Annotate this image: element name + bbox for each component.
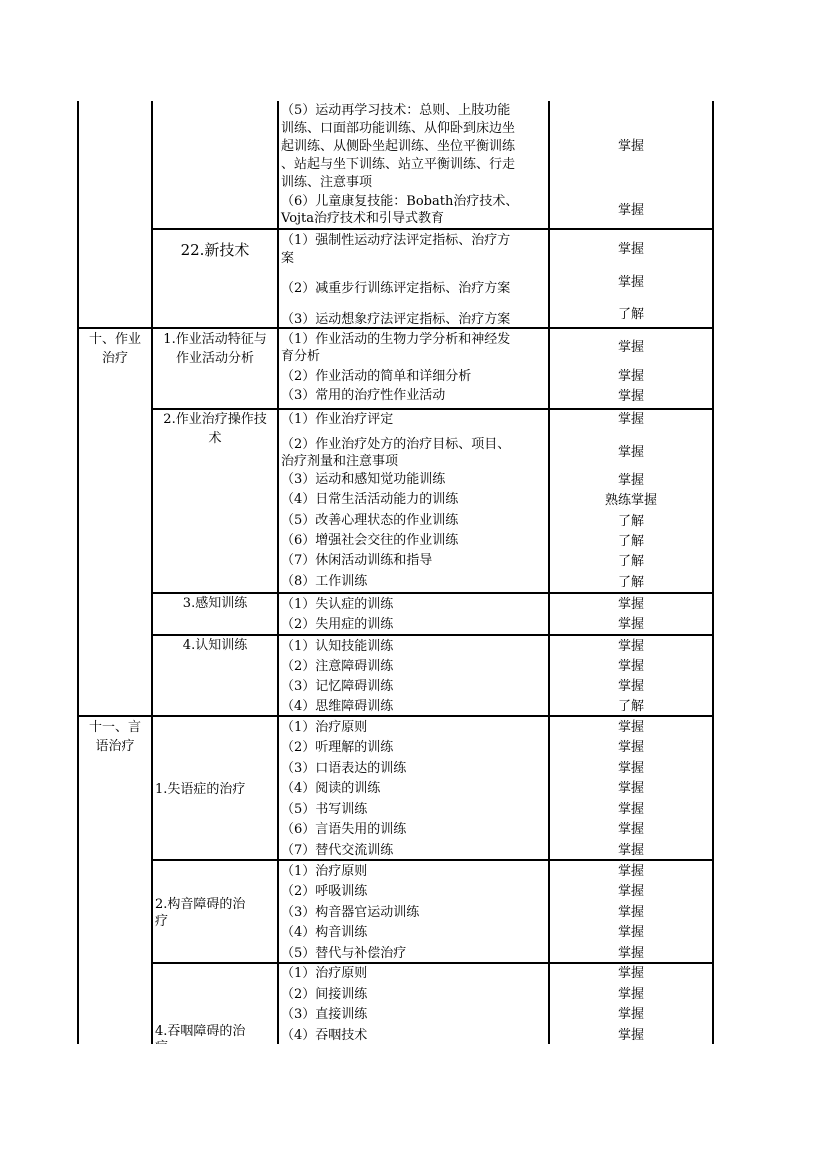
mastery-level: 掌握 — [617, 139, 644, 154]
mastery-level: 掌握 — [617, 843, 644, 858]
item-text: （2）间接训练 — [281, 987, 368, 1002]
topic-label: 22.新技术 — [180, 241, 250, 259]
item-text: （3）口语表达的训练 — [281, 761, 407, 776]
mastery-level: 掌握 — [617, 987, 644, 1002]
item-text: 育分析 — [281, 349, 321, 364]
item-text: （2）听理解的训练 — [281, 740, 394, 755]
item-text: （3）运动想象疗法评定指标、治疗方案 — [281, 312, 511, 327]
mastery-level: 了解 — [617, 534, 644, 549]
item-text: 案 — [281, 251, 295, 266]
topic-label: 4.吞咽障碍的治 — [155, 1024, 246, 1039]
item-text: （2）失用症的训练 — [281, 617, 394, 632]
topic-label: 2.作业治疗操作技 — [163, 412, 267, 427]
item-text: （2）作业治疗处方的治疗目标、项目、 — [281, 437, 511, 452]
item-text: （4）阅读的训练 — [281, 781, 381, 796]
mastery-level: 熟练掌握 — [604, 493, 657, 508]
item-text: Vojta治疗技术和引导式教育 — [281, 211, 445, 226]
item-text: 治疗剂量和注意事项 — [281, 454, 399, 469]
item-text: （8）工作训练 — [281, 574, 368, 589]
item-text: （2）呼吸训练 — [281, 884, 368, 899]
item-text: （2）作业活动的简单和详细分析 — [281, 369, 472, 384]
mastery-level: 掌握 — [617, 822, 644, 837]
topic-label: 1.失语症的治疗 — [155, 782, 246, 797]
topic-label: 疗 — [155, 914, 169, 929]
mastery-level: 掌握 — [617, 617, 644, 632]
mastery-level: 掌握 — [617, 884, 644, 899]
topic-label: 术 — [208, 431, 222, 446]
item-text: （5）替代与补偿治疗 — [281, 946, 407, 961]
item-text: （7）休闲活动训练和指导 — [281, 553, 433, 568]
topic-label: 2.构音障碍的治 — [155, 897, 246, 912]
item-text: （5）改善心理状态的作业训练 — [281, 513, 459, 528]
item-text: （3）构音器官运动训练 — [281, 905, 420, 920]
mastery-level: 掌握 — [617, 340, 644, 355]
item-text: （3）记忆障碍训练 — [281, 679, 394, 694]
item-text: （1）治疗原则 — [281, 720, 368, 735]
mastery-level: 掌握 — [617, 925, 644, 940]
mastery-level: 掌握 — [617, 445, 644, 460]
item-text: （1）认知技能训练 — [281, 639, 394, 654]
mastery-level: 掌握 — [617, 473, 644, 488]
mastery-level: 了解 — [617, 307, 644, 322]
item-text: （7）替代交流训练 — [281, 843, 394, 858]
table-border — [77, 101, 79, 1044]
item-text: 训练、口面部功能训练、从仰卧到床边坐 — [281, 121, 516, 136]
mastery-level: 了解 — [617, 554, 644, 569]
item-text: （6）儿童康复技能：Bobath治疗技术、 — [281, 194, 519, 209]
mastery-level: 掌握 — [617, 720, 644, 735]
item-text: （3）运动和感知觉功能训练 — [281, 472, 446, 487]
mastery-level: 掌握 — [617, 412, 644, 427]
mastery-level: 掌握 — [617, 781, 644, 796]
mastery-level: 了解 — [617, 575, 644, 590]
item-text: 训练、注意事项 — [281, 175, 373, 190]
item-text: （4）日常生活活动能力的训练 — [281, 492, 459, 507]
topic-label: 1.作业活动特征与 — [163, 332, 267, 347]
item-text: （4）思维障碍训练 — [281, 699, 394, 714]
topic-label: 4.认知训练 — [182, 638, 248, 653]
item-text: （1）作业活动的生物力学分析和神经发 — [281, 332, 511, 347]
item-text: （5）运动再学习技术：总则、上肢功能 — [281, 103, 511, 118]
item-text: （1）失认症的训练 — [281, 597, 394, 612]
mastery-level: 掌握 — [617, 802, 644, 817]
mastery-level: 了解 — [617, 514, 644, 529]
item-text: （5）书写训练 — [281, 802, 368, 817]
category-label: 十、作业 — [88, 332, 141, 347]
mastery-level: 掌握 — [617, 389, 644, 404]
item-text: （2）减重步行训练评定指标、治疗方案 — [281, 281, 511, 296]
mastery-level: 掌握 — [617, 639, 644, 654]
item-text: （4）构音训练 — [281, 925, 368, 940]
item-text: （6）言语失用的训练 — [281, 822, 407, 837]
table-border — [712, 101, 714, 1044]
mastery-level: 了解 — [617, 699, 644, 714]
item-text: （3）常用的治疗性作业活动 — [281, 388, 446, 403]
mastery-level: 掌握 — [617, 369, 644, 384]
table-border — [277, 101, 279, 1044]
category-label: 治疗 — [101, 351, 128, 366]
mastery-level: 掌握 — [617, 203, 644, 218]
mastery-level: 掌握 — [617, 1028, 644, 1043]
mastery-level: 掌握 — [617, 659, 644, 674]
item-text: （1）强制性运动疗法评定指标、治疗方 — [281, 233, 511, 248]
mastery-level: 掌握 — [617, 679, 644, 694]
item-text: （1）治疗原则 — [281, 864, 368, 879]
category-label: 十一、言 — [88, 720, 141, 735]
item-text: （2）注意障碍训练 — [281, 659, 394, 674]
mastery-level: 掌握 — [617, 740, 644, 755]
item-text: 、站起与坐下训练、站立平衡训练、行走 — [281, 157, 516, 172]
mastery-level: 掌握 — [617, 275, 644, 290]
topic-label: 3.感知训练 — [182, 596, 248, 611]
topic-label: 作业活动分析 — [175, 351, 254, 366]
mastery-level: 掌握 — [617, 242, 644, 257]
item-text: （3）直接训练 — [281, 1007, 368, 1022]
category-label: 语治疗 — [95, 739, 135, 754]
mastery-level: 掌握 — [617, 1007, 644, 1022]
item-text: （6）增强社会交往的作业训练 — [281, 533, 459, 548]
item-text: 起训练、从侧卧坐起训练、坐位平衡训练 — [281, 139, 516, 154]
mastery-level: 掌握 — [617, 864, 644, 879]
item-text: （1）作业治疗评定 — [281, 412, 394, 427]
page-bottom-margin — [0, 1044, 826, 1169]
mastery-level: 掌握 — [617, 905, 644, 920]
mastery-level: 掌握 — [617, 597, 644, 612]
mastery-level: 掌握 — [617, 761, 644, 776]
mastery-level: 掌握 — [617, 966, 644, 981]
item-text: （4）吞咽技术 — [281, 1028, 368, 1043]
mastery-level: 掌握 — [617, 946, 644, 961]
item-text: （1）治疗原则 — [281, 966, 368, 981]
